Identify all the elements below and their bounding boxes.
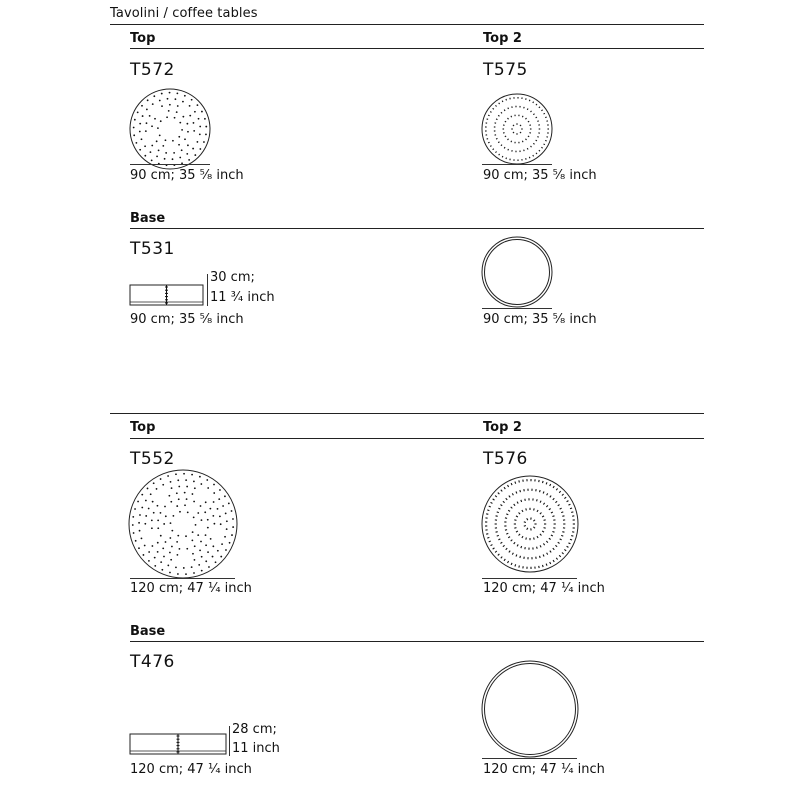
diameter-dimension: 120 cm; 47 ¹⁄₄ inch: [483, 762, 605, 777]
product-code: T476: [130, 652, 175, 672]
section-label-base: Base: [130, 624, 166, 639]
product-code: T572: [130, 60, 175, 80]
diameter-dimension: 90 cm; 35 ⁵⁄₈ inch: [483, 312, 597, 327]
diameter-dimension: 120 cm; 47 ¹⁄₄ inch: [483, 581, 605, 596]
section-label-top2: Top 2: [483, 420, 522, 435]
section-label-top2: Top 2: [483, 31, 522, 46]
height-dimension: 28 cm;: [232, 722, 277, 737]
page-header: Tavolini / coffee tables: [110, 6, 258, 21]
section-label-base: Base: [130, 211, 166, 226]
section-label-top: Top: [130, 420, 156, 435]
product-code: T531: [130, 239, 175, 259]
diameter-dimension: 90 cm; 35 ⁵⁄₈ inch: [130, 168, 244, 183]
height-dimension: 11 inch: [232, 741, 280, 756]
product-code: T552: [130, 449, 175, 469]
diameter-dimension: 120 cm; 47 ¹⁄₄ inch: [130, 762, 252, 777]
ring-inner: [485, 664, 576, 755]
section-label-top: Top: [130, 31, 156, 46]
diameter-dimension: 120 cm; 47 ¹⁄₄ inch: [130, 581, 252, 596]
diameter-dimension: 90 cm; 35 ⁵⁄₈ inch: [483, 168, 597, 183]
ring-outer: [482, 661, 578, 757]
dimension-line: [482, 758, 577, 759]
height-dimension: 11 ³⁄₄ inch: [210, 290, 275, 305]
diameter-dimension: 90 cm; 35 ⁵⁄₈ inch: [130, 312, 244, 327]
product-code: T576: [483, 449, 528, 469]
height-dimension: 30 cm;: [210, 270, 255, 285]
product-code: T575: [483, 60, 528, 80]
